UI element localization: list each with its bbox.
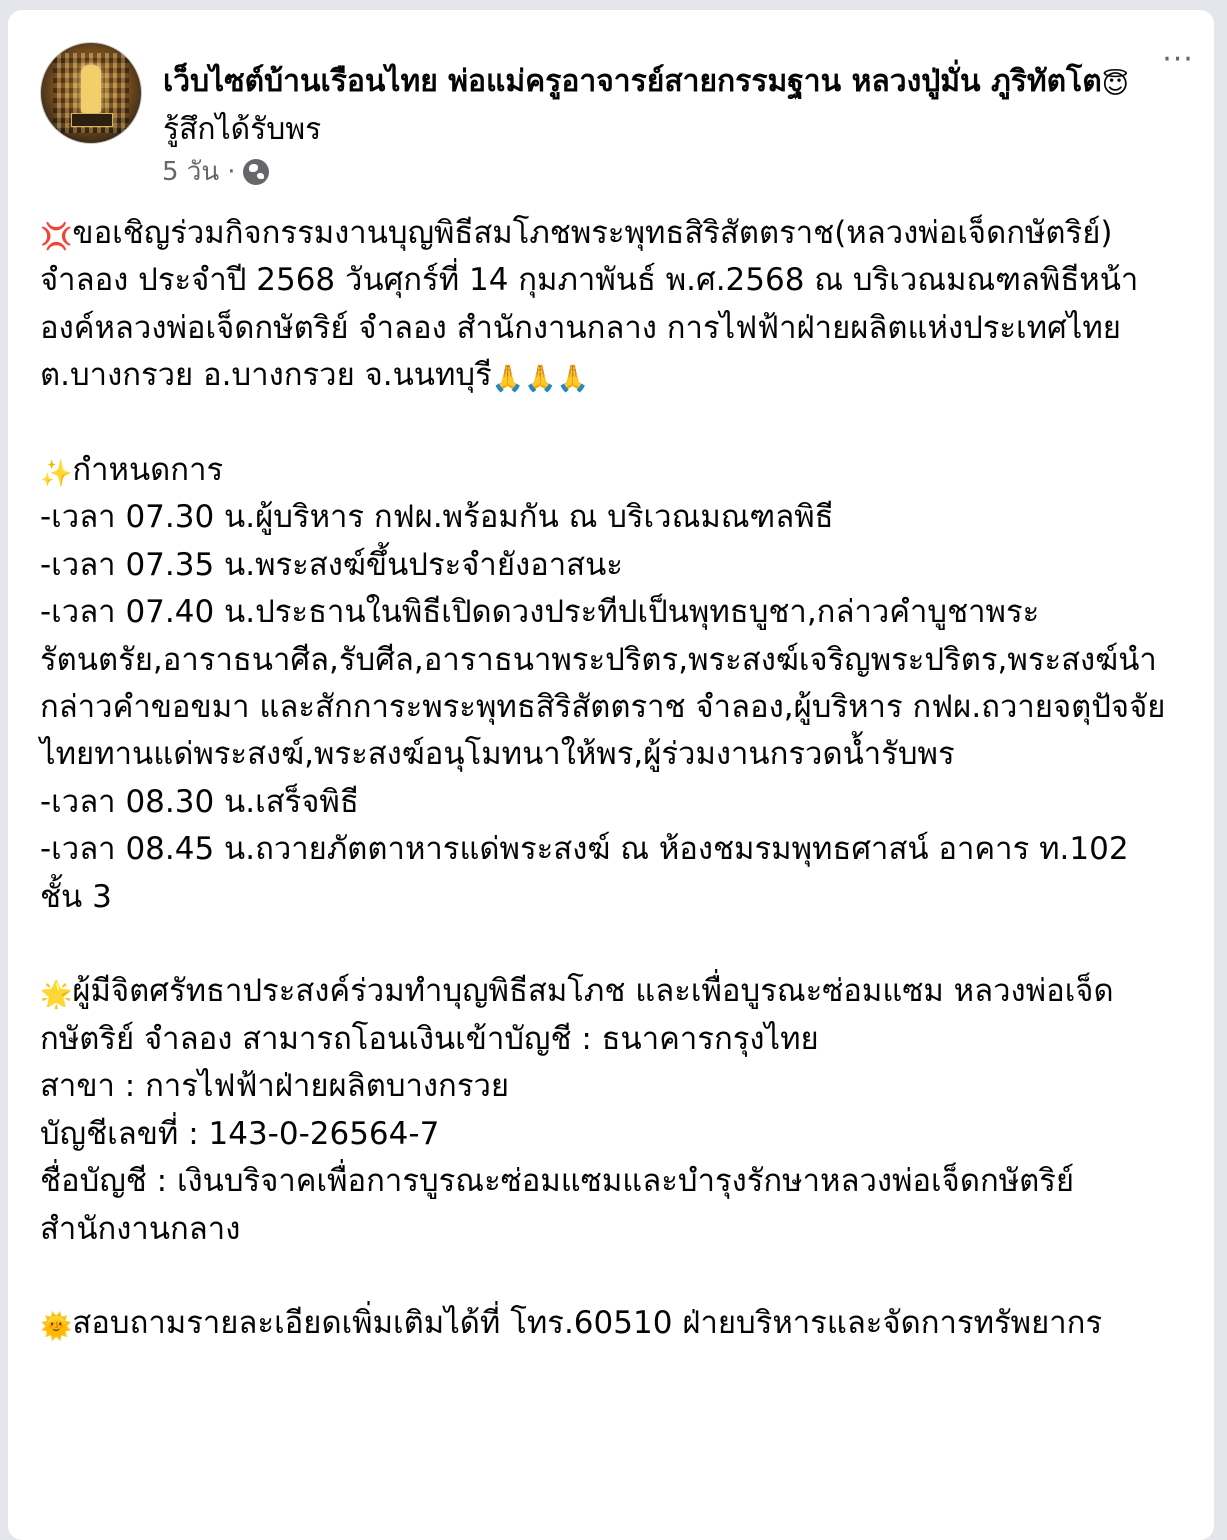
intro-text: ขอเชิญร่วมกิจกรรมงานบุญพิธีสมโภชพระพุทธสิริสัตตราช(หลวงพ่อเจ็ดกษัตริย์) จำลอง ประจำปี 2568 วันศุกร์ที่ 14 กุมภาพันธ์ พ.ศ.2568 ณ บริเวณมณฑลพิธีหน้าองค์หลวงพ่อเจ็ดกษัตริย์ จำลอง สำนักงานกลาง การไฟฟ้าฝ่ายผลิตแห่งประเทศไทย ต.บางกรวย อ.บางกรวย จ.นนทบุรี [40, 215, 1139, 394]
schedule-item: -เวลา 07.40 น.ประธานในพิธีเปิดดวงประทีปเป็นพุทธบูชา,กล่าวคำบูชาพระรัตนตรัย,อาราธนาศีล,รับศีล,อาราธนาพระปริตร,พระสงฆ์เจริญพระปริตร,พระสงฆ์นำกล่าวคำขอขมา และสักการะพระพุทธสิริสัตตราช จำลอง,ผู้บริหาร กฟผ.ถวายจตุปัจจัยไทยทานแด่พระสงฆ์,พระสงฆ์อนุโมทนาให้พร,ผู้ร่วมงานกรวดน้ำรับพร [40, 594, 1166, 773]
globe-icon[interactable] [243, 159, 269, 185]
donation-text: ผู้มีจิตศรัทธาประสงค์ร่วมทำบุญพิธีสมโภช และเพื่อบูรณะซ่อมแซม หลวงพ่อเจ็ดกษัตริย์ จำลอง สามารถโอนเงินเข้าบัญชี : ธนาคารกรุงไทย [40, 973, 1114, 1057]
avatar-base [71, 113, 113, 127]
meta-separator: · [227, 157, 236, 187]
account-name: ชื่อบัญชี : เงินบริจาคเพื่อการบูรณะซ่อมแซมและบำรุงรักษาหลวงพ่อเจ็ดกษัตริย์ สำนักงานกลาง [40, 1163, 1075, 1247]
feeling-emoji: 😇 [1101, 70, 1129, 100]
schedule-item: -เวลา 08.45 น.ถวายภัตตาหารแด่พระสงฆ์ ณ ห้องชมรมพุทธศาสน์ อาคาร ท.102 ชั้น 3 [40, 831, 1129, 915]
schedule-item: -เวลา 08.30 น.เสร็จพิธี [40, 783, 359, 820]
feeling-text[interactable]: รู้สึกได้รับพร [163, 112, 322, 147]
contact-paragraph [40, 1300, 1180, 1347]
sparkles-icon: ✨ [40, 459, 73, 490]
page-name-link[interactable]: เว็บไซต์บ้านเรือนไทย พ่อแม่ครูอาจารย์สายกรรมฐาน หลวงปู่มั่น ภูริทัตโต [163, 64, 1102, 99]
account-number: บัญชีเลขที่ : 143-0-26564-7 [40, 1115, 440, 1152]
bank-branch: สาขา : การไฟฟ้าฝ่ายผลิตบางกรวย [40, 1068, 510, 1105]
sun-face-icon: 🌞 [40, 1312, 73, 1343]
contact-text: สอบถามรายละเอียดเพิ่มเติมได้ที่ โทร.60510 ฝ่ายบริหารและจัดการทรัพยากร [72, 1305, 1103, 1342]
schedule-item: -เวลา 07.30 น.ผู้บริหาร กฟผ.พร้อมกัน ณ บริเวณมณฑลพิธี [40, 499, 834, 536]
spacer [40, 921, 1180, 968]
schedule-heading [40, 447, 1180, 494]
schedule-heading-text: กำหนดการ [72, 452, 224, 489]
schedule-item: -เวลา 07.35 น.พระสงฆ์ขึ้นประจำยังอาสนะ [40, 546, 623, 583]
post-header [163, 58, 1148, 154]
glowing-star-icon: 🌟 [40, 980, 73, 1011]
donation-paragraph [40, 968, 1180, 1063]
spacer [40, 400, 1180, 447]
praying-hands-icon: 🙏🙏🙏 [491, 364, 589, 395]
spacer [40, 1253, 1180, 1300]
post-card [8, 10, 1214, 1540]
post-timestamp[interactable]: 5 วัน [162, 157, 220, 187]
anger-symbol-icon: 💢 [40, 222, 73, 252]
page-avatar[interactable] [40, 42, 142, 144]
intro-paragraph [40, 210, 1180, 400]
post-body [40, 210, 1180, 1348]
post-meta [162, 154, 269, 190]
more-options-button[interactable]: ··· [1162, 42, 1194, 77]
avatar-buddha-figure [81, 65, 101, 113]
